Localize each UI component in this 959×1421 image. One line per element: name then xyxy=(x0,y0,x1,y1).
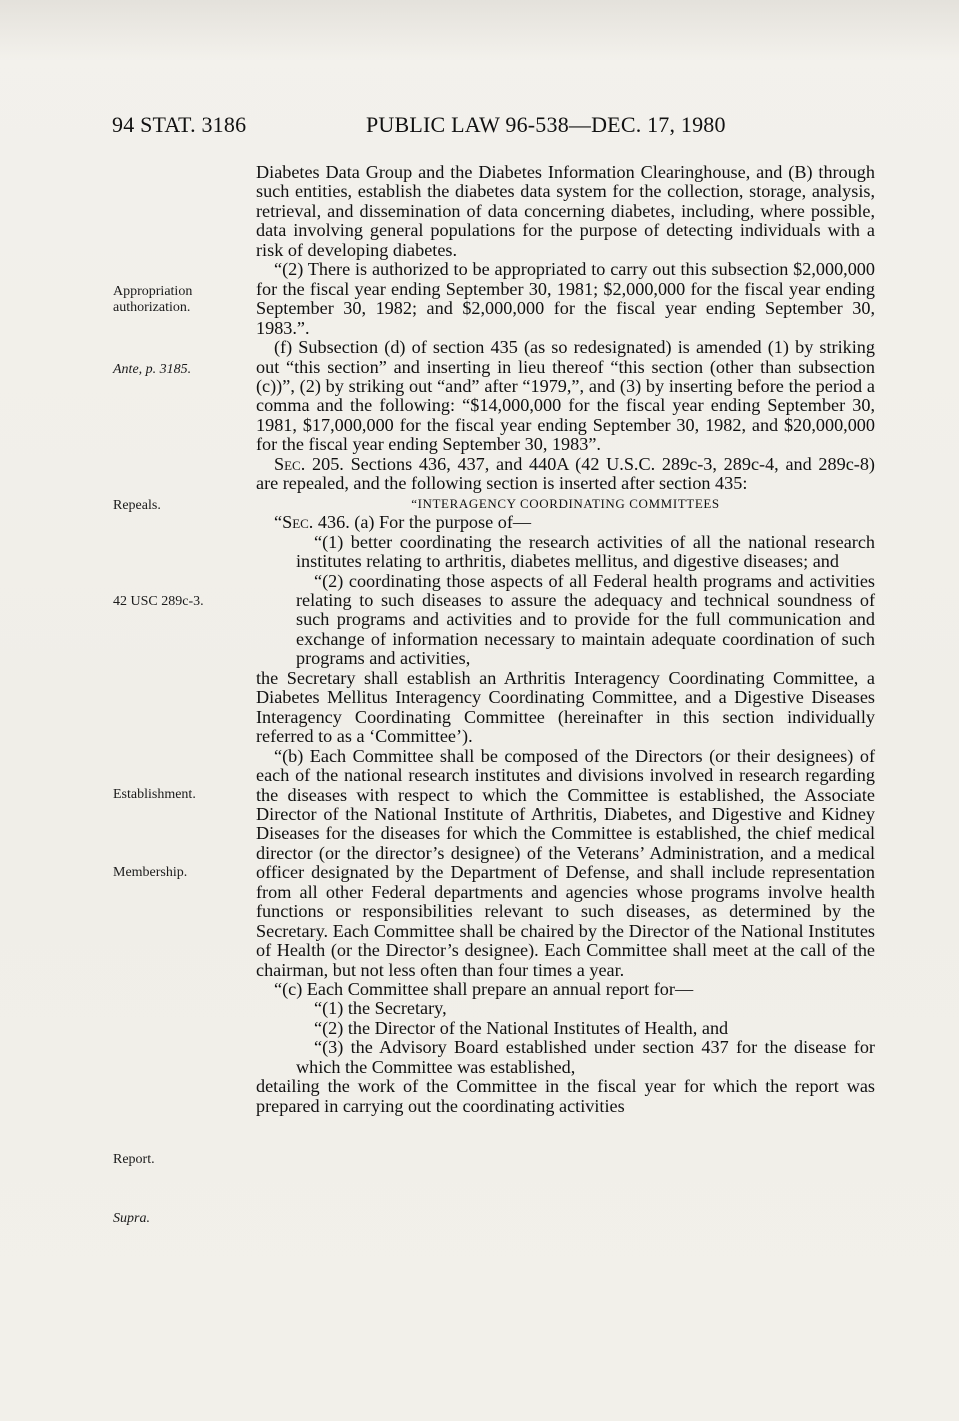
margin-note-repeals: Repeals. xyxy=(113,498,161,513)
paragraph xyxy=(256,513,875,532)
law-title: PUBLIC LAW 96-538—DEC. 17, 1980 xyxy=(366,112,726,137)
margin-note-line: Appropriation xyxy=(113,284,193,299)
paragraph: (f) Subsection (d) of section 435 (as so redesignated) is amended (1) by striking out “this section” and inserting in lieu thereof “this section (other than subsection (c))”, (2) by striking out “and” after “1979,”, and (3) by inserting before the period a comma and the following: “$14,000,000 for the fiscal year ending September 30, 1981, $17,000,000 for the fiscal year ending September 30, 1982, and $20,000,000 for the fiscal year ending September 30, 1983”. xyxy=(256,337,875,455)
paragraph-text: 205. Sections 436, 437, and 440A (42 U.S.C. 289c-3, 289c-4, and 289c-8) are repealed, and the following section is inserted after section 435: xyxy=(256,453,875,494)
list-item: “(2) the Director of the National Institutes of Health, and xyxy=(314,1017,729,1038)
list-item: “(3) the Advisory Board established under section 437 for the disease for which the Committee was established, xyxy=(296,1037,875,1077)
margin-note-establishment: Establishment. xyxy=(113,787,196,802)
margin-note-membership: Membership. xyxy=(113,865,188,880)
paragraph: detailing the work of the Committee in the fiscal year for which the report was prepared in carrying out the coordinating activities xyxy=(256,1076,875,1116)
paragraph: “(c) Each Committee shall prepare an annual report for— xyxy=(274,979,694,1000)
quote-mark: “ xyxy=(274,512,283,533)
paragraph: the Secretary shall establish an Arthritis Interagency Coordinating Committee, a Diabetes Mellitus Interagency Coordinating Committee, and a Digestive Diseases Interagency Coordinating Committee (hereinafter in this section individually referred to as a ‘Committee’). xyxy=(256,667,875,747)
section-heading: “INTERAGENCY COORDINATING COMMITTEES xyxy=(411,495,720,511)
margin-note-report: Report. xyxy=(113,1152,155,1167)
section-abbrev: Sec. xyxy=(282,512,314,533)
stat-citation: 94 STAT. 3186 xyxy=(112,112,247,137)
paragraph: “(2) There is authorized to be appropriated to carry out this subsection $2,000,000 for the fiscal year ending September 30, 1981; $2,000,000 for the fiscal year ending September 30, 1982; and $2,000,000 for the fiscal year ending September 30, 1983.”. xyxy=(256,259,875,338)
paragraph: “(b) Each Committee shall be composed of the Directors (or their designees) of each of the national research institutes and divisions involved in research regarding the diseases with respect to which the Committee is established, the Associate Director of the National Institute of Arthritis, Diabetes, and Digestive and Kidney Diseases for the diseases for which the Committee is established, the chief medical director (or the director’s designee) of the Veterans’ Administration, and a medical officer designated by the Department of Defense, and shall include representation from all other Federal departments and agencies whose programs involve health functions or responsibilities relevant to such diseases, as determined by the Secretary. Each Committee shall be chaired by the Director of the National Institutes of Health (or the Director’s designee). Each Committee shall meet at the call of the chairman, but not less often than four times a year. xyxy=(256,745,875,980)
margin-note-supra: Supra. xyxy=(113,1211,150,1226)
margin-note-line: authorization. xyxy=(113,300,191,315)
list-item: “(2) coordinating those aspects of all Federal health programs and activities relating to such diseases to assure the adequacy and technical soundness of such programs and activities and to provide for the full communication and exchange of information necessary to maintain adequate coordination of such programs and activities, xyxy=(296,570,875,669)
section-abbrev: Sec. xyxy=(274,453,306,474)
paragraph-text: 436. (a) For the purpose of— xyxy=(313,512,532,533)
list-item: “(1) better coordinating the research activities of all the national research institutes relating to arthritis, diabetes mellitus, and digestive diseases; and xyxy=(296,531,875,572)
scan-shadow xyxy=(0,0,959,60)
paragraph: Diabetes Data Group and the Diabetes Information Clearinghouse, and (B) through such entities, establish the diabetes data system for the collection, storage, analysis, retrieval, and dissemination of data concerning diabetes, including, where possible, data involving general populations for the purpose of detecting individuals with a risk of developing diabetes. xyxy=(256,162,875,260)
list-item: “(1) the Secretary, xyxy=(314,998,447,1019)
margin-note-ante: Ante, p. 3185. xyxy=(113,362,192,377)
margin-note-usc: 42 USC 289c-3. xyxy=(113,594,204,609)
page-header xyxy=(112,112,874,142)
margin-note-appropriation xyxy=(113,284,253,316)
paragraph xyxy=(256,455,875,494)
statute-text xyxy=(256,163,875,1116)
